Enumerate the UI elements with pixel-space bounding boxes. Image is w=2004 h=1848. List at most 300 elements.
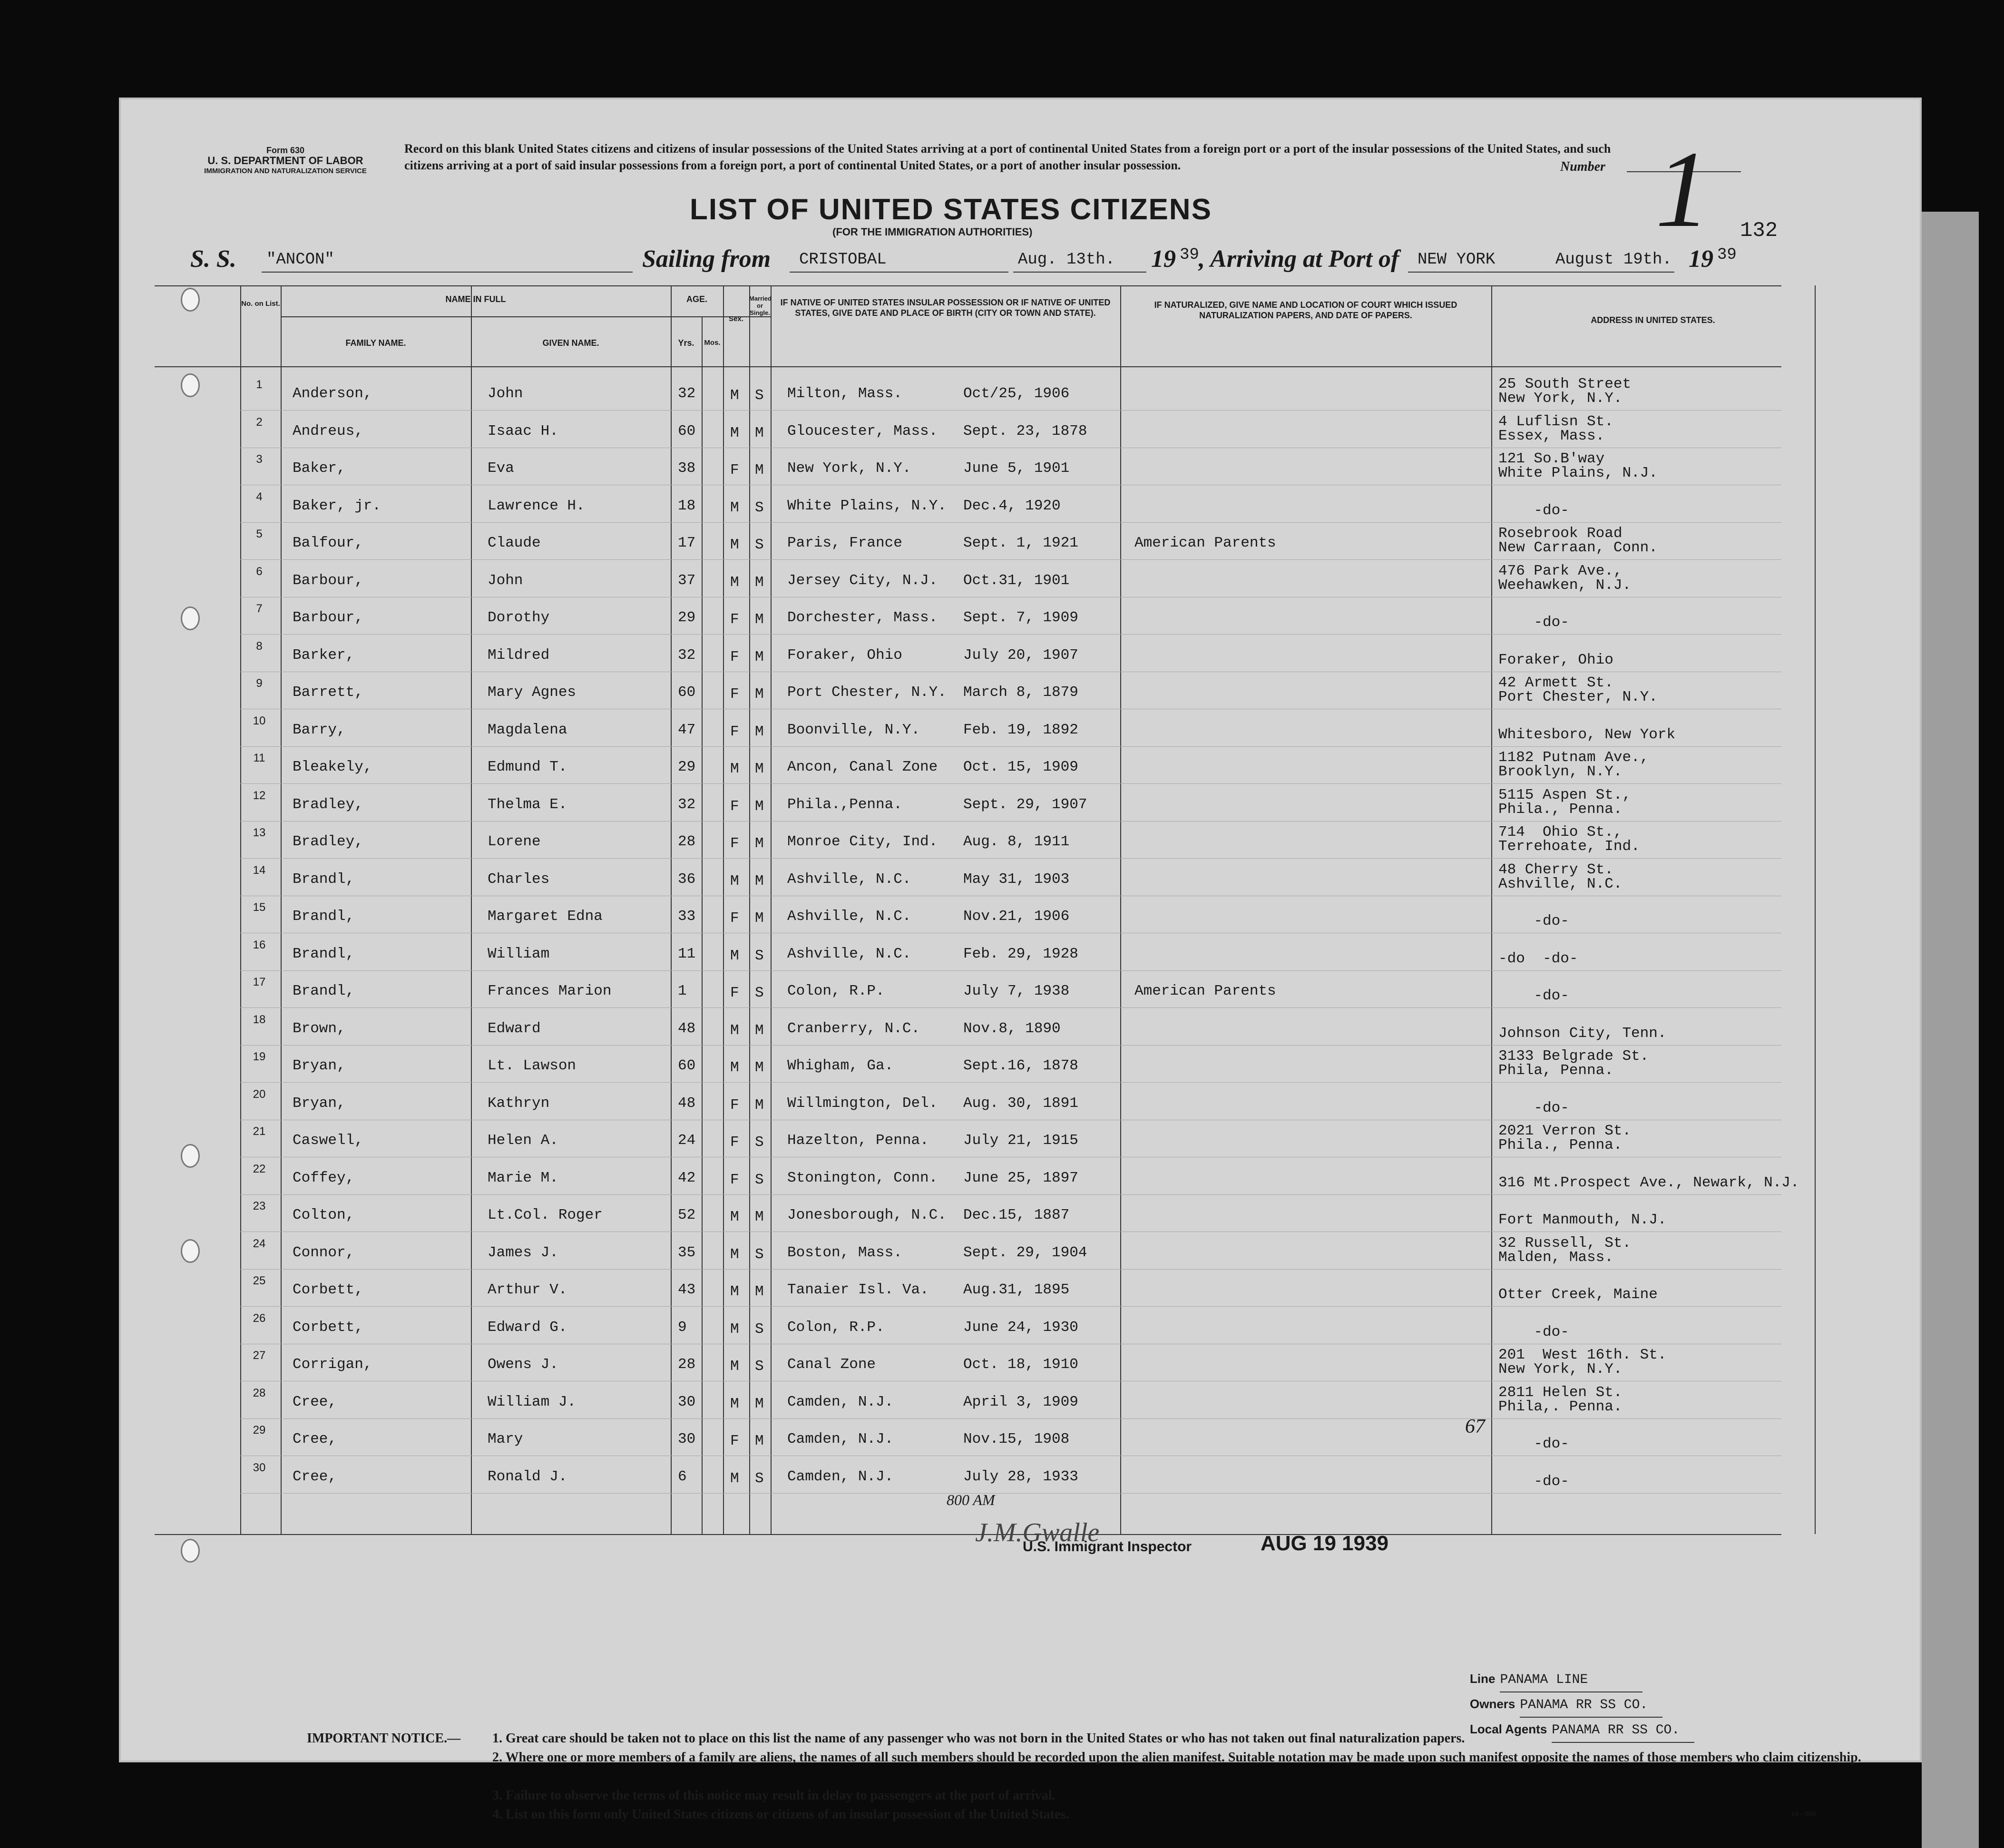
passenger-table <box>155 285 1799 1534</box>
birth-date: Sept. 1, 1921 <box>963 535 1078 551</box>
agents-value: PANAMA RR SS CO. <box>1552 1719 1694 1743</box>
birth-place: Jersey City, N.J. <box>787 572 938 589</box>
page-stamp: 132 <box>1740 219 1778 243</box>
row-number: 28 <box>253 1386 266 1399</box>
form-identifier <box>174 145 397 176</box>
age-years: 36 <box>678 870 696 888</box>
address-line-1: 4 Luflisn St. <box>1498 413 1613 430</box>
address-line-2: Brooklyn, N.Y. <box>1498 763 1623 780</box>
birth-place: Gloucester, Mass. <box>787 422 938 440</box>
name-subheader-rule <box>281 316 771 317</box>
sex: F <box>730 648 739 665</box>
age-years: 29 <box>678 759 696 775</box>
naturalization-note: American Parents <box>1134 983 1276 999</box>
ship-name: "ANCON" <box>266 251 334 269</box>
sex: M <box>730 1246 739 1263</box>
arrival-date: August 19th. <box>1555 251 1672 269</box>
family-name: Bleakely, <box>293 759 372 775</box>
address-line-1: 32 Russell, St. <box>1498 1234 1632 1252</box>
age-years: 6 <box>678 1468 687 1485</box>
age-years: 48 <box>678 1020 696 1037</box>
binder-hole <box>181 1539 200 1563</box>
age-years: 30 <box>678 1393 696 1410</box>
family-name: Corrigan, <box>293 1356 372 1373</box>
address-line-1: 2811 Helen St. <box>1498 1384 1623 1401</box>
marital-status: M <box>755 835 764 852</box>
manifest-page <box>119 98 1922 1822</box>
col-divider <box>723 285 724 1534</box>
row-number: 30 <box>253 1461 266 1474</box>
row-rule <box>240 1082 1781 1083</box>
table-top-border <box>155 285 1781 286</box>
given-name: Mary Agnes <box>488 684 577 701</box>
birth-place: Colon, R.P. <box>787 983 885 999</box>
address-line-1: Rosebrook Road <box>1498 525 1623 542</box>
family-name: Anderson, <box>293 385 372 402</box>
birth-date: June 25, 1897 <box>963 1169 1078 1186</box>
row-number: 5 <box>256 528 263 540</box>
birth-place: Ashville, N.C. <box>787 870 911 888</box>
notice-item-4: 4. List on this form only United States citizens or citizens of an insular possession of the United States. <box>492 1807 1069 1822</box>
birth-place: Milton, Mass. <box>787 385 902 402</box>
birth-date: July 7, 1938 <box>963 983 1070 999</box>
line-value: PANAMA LINE <box>1500 1669 1642 1692</box>
ship-underline <box>262 272 633 273</box>
address-line-1: Otter Creek, Maine <box>1498 1286 1658 1303</box>
given-name: Lt. Lawson <box>488 1057 577 1074</box>
year-prefix-2: 19 <box>1689 245 1713 273</box>
marital-status: S <box>755 499 764 516</box>
address-line-1: 2021 Verron St. <box>1498 1123 1632 1139</box>
marital-status: M <box>755 648 764 665</box>
notice-item-2: 2. Where one or more members of a family are aliens, the names of all such members should be recorded upon the alien manifest. Suitable notation may be made upon such manifest opposite the names of those members who claim citizenship. <box>492 1750 1861 1765</box>
sex: F <box>730 1096 739 1114</box>
age-years: 32 <box>678 796 696 813</box>
birth-date: Sept. 7, 1909 <box>963 609 1078 626</box>
notice-item-1: 1. Great care should be taken not to place on this list the name of any passenger who was not born in the United States or who has not taken out final naturalization papers. <box>492 1731 1465 1746</box>
given-name: Lorene <box>488 833 541 850</box>
row-number: 17 <box>253 976 266 988</box>
birth-date: Sept. 29, 1904 <box>963 1244 1087 1261</box>
birth-place: Canal Zone <box>787 1356 876 1373</box>
given-name: Lt.Col. Roger <box>488 1207 603 1223</box>
row-rule <box>240 746 1781 747</box>
row-number: 20 <box>253 1087 266 1101</box>
inspector-time-mark: 800 AM <box>947 1491 995 1508</box>
address-line-2: White Plains, N.J. <box>1498 465 1658 481</box>
birth-date: April 3, 1909 <box>963 1393 1078 1410</box>
address-line-1: -do- <box>1498 1099 1569 1116</box>
given-name: Edward <box>488 1020 541 1037</box>
marital-status: M <box>755 1209 764 1225</box>
birth-place: Colon, R.P. <box>787 1319 885 1336</box>
arrival-port: NEW YORK <box>1417 251 1496 269</box>
header-address: ADDRESS IN UNITED STATES. <box>1591 315 1715 325</box>
col-divider <box>281 285 282 1534</box>
family-name: Corbett, <box>293 1281 363 1298</box>
address-line-2: Essex, Mass. <box>1498 427 1605 444</box>
address-line-1: 3133 Belgrade St. <box>1498 1048 1649 1065</box>
address-line-2: Ashville, N.C. <box>1498 875 1623 892</box>
family-name: Baker, jr. <box>293 497 381 514</box>
sex: F <box>730 611 739 628</box>
marital-status: M <box>755 798 764 815</box>
sex: F <box>730 1171 739 1188</box>
birth-place: Ashville, N.C. <box>787 908 911 925</box>
address-line-1: -do- <box>1498 614 1569 631</box>
row-number: 21 <box>253 1125 266 1138</box>
age-years: 28 <box>678 833 696 850</box>
given-name: William <box>488 945 550 962</box>
birth-place: Stonington, Conn. <box>787 1169 938 1186</box>
address-line-2: Port Chester, N.Y. <box>1498 689 1658 705</box>
row-number: 10 <box>253 714 266 727</box>
sex: M <box>730 1395 739 1412</box>
header-no: No. on List. <box>241 300 280 308</box>
age-years: 35 <box>678 1244 696 1261</box>
sex: F <box>730 1433 739 1449</box>
sex: M <box>730 574 739 591</box>
row-number: 1 <box>256 378 263 391</box>
sex: M <box>730 947 739 964</box>
family-name: Coffey, <box>293 1169 355 1186</box>
given-name: Marie M. <box>488 1169 558 1186</box>
row-rule <box>240 1306 1781 1307</box>
family-name: Caswell, <box>293 1132 363 1149</box>
arrival-year: 39 <box>1717 246 1737 264</box>
given-name: Dorothy <box>488 609 550 626</box>
header-age: AGE. <box>686 294 707 304</box>
family-name: Barrett, <box>293 684 363 701</box>
birth-date: Feb. 29, 1928 <box>963 945 1078 962</box>
birth-place: Paris, France <box>787 535 902 551</box>
birth-place: Willmington, Del. <box>787 1095 938 1112</box>
marital-status: M <box>755 686 764 703</box>
row-number: 9 <box>256 677 263 690</box>
age-years: 43 <box>678 1281 696 1298</box>
page-edge <box>1922 212 1979 1848</box>
given-name: Magdalena <box>488 721 567 738</box>
birth-date: Aug.31, 1895 <box>963 1281 1070 1298</box>
given-name: Frances Marion <box>488 983 612 999</box>
owners-label: Owners <box>1470 1697 1515 1711</box>
header-years: Yrs. <box>678 338 694 348</box>
family-name: Brandl, <box>293 908 355 925</box>
margin-note: 67 <box>1465 1416 1485 1437</box>
marital-status: S <box>755 537 764 553</box>
date-underline <box>1013 272 1146 273</box>
page-subtitle: (FOR THE IMMIGRATION AUTHORITIES) <box>832 226 1033 238</box>
given-name: John <box>488 385 523 402</box>
address-line-1: 1182 Putnam Ave., <box>1498 749 1649 766</box>
row-number: 11 <box>253 752 265 764</box>
family-name: Baker, <box>293 460 346 477</box>
family-name: Brandl, <box>293 983 355 999</box>
header-bottom-border <box>155 366 1781 367</box>
sex: F <box>730 462 739 479</box>
row-number: 7 <box>256 602 263 615</box>
owners-value: PANAMA RR SS CO. <box>1520 1694 1662 1718</box>
address-line-2: Weehawken, N.J. <box>1498 577 1632 594</box>
marital-status: M <box>755 723 764 740</box>
header-name-in-full: NAME IN FULL <box>445 294 506 304</box>
birth-place: Ashville, N.C. <box>787 945 911 962</box>
given-name: Lawrence H. <box>488 497 585 514</box>
row-number: 19 <box>253 1050 266 1063</box>
header-sex: Sex. <box>729 315 743 323</box>
row-number: 26 <box>253 1311 266 1325</box>
age-years: 32 <box>678 646 696 664</box>
given-name: Ronald J. <box>488 1468 567 1485</box>
age-years: 42 <box>678 1169 696 1186</box>
birth-place: Boston, Mass. <box>787 1244 902 1261</box>
header-family-name: FAMILY NAME. <box>345 338 406 348</box>
family-name: Barbour, <box>293 572 363 589</box>
marital-status: S <box>755 1246 764 1263</box>
family-name: Balfour, <box>293 535 363 551</box>
birth-place: Camden, N.J. <box>787 1393 894 1410</box>
given-name: Kathryn <box>488 1095 550 1112</box>
owners-row <box>1470 1692 1694 1718</box>
birth-place: Ancon, Canal Zone <box>787 759 938 775</box>
marital-status: S <box>755 1320 764 1338</box>
col-divider <box>1120 285 1121 1534</box>
given-name: Charles <box>488 870 550 888</box>
family-name: Corbett, <box>293 1319 363 1336</box>
address-line-2: Phila., Penna. <box>1498 801 1623 818</box>
row-number: 25 <box>253 1274 266 1287</box>
marital-status: M <box>755 611 764 628</box>
line-label: Line <box>1470 1672 1496 1686</box>
row-number: 23 <box>253 1200 266 1212</box>
age-years: 30 <box>678 1431 696 1447</box>
marital-status: M <box>755 872 764 890</box>
row-number: 3 <box>256 453 263 466</box>
family-name: Brandl, <box>293 870 355 888</box>
age-years: 38 <box>678 460 696 477</box>
birth-place: Cranberry, N.C. <box>787 1020 920 1037</box>
year-prefix: 19 <box>1151 245 1176 273</box>
col-divider <box>1815 285 1816 1534</box>
given-name: Mary <box>488 1431 523 1447</box>
birth-date: Aug. 8, 1911 <box>963 833 1070 850</box>
family-name: Bradley, <box>293 833 363 850</box>
address-line-1: 201 West 16th. St. <box>1498 1347 1667 1363</box>
sex: M <box>730 387 739 404</box>
address-line-2: Phila., Penna. <box>1498 1137 1623 1154</box>
sex: M <box>730 424 739 441</box>
given-name: James J. <box>488 1244 558 1261</box>
address-line-1: -do- <box>1498 502 1569 519</box>
voyage-line <box>190 245 1855 278</box>
given-name: Isaac H. <box>488 422 558 440</box>
family-name: Barker, <box>293 646 355 664</box>
sex: F <box>730 835 739 852</box>
birth-date: Oct. 18, 1910 <box>963 1356 1078 1373</box>
birth-date: June 24, 1930 <box>963 1319 1078 1336</box>
birth-place: Whigham, Ga. <box>787 1057 894 1074</box>
marital-status: S <box>755 1134 764 1151</box>
family-name: Bradley, <box>293 796 363 813</box>
address-line-2: Terrehoate, Ind. <box>1498 838 1640 855</box>
address-line-1: 476 Park Ave., <box>1498 562 1623 579</box>
col-divider <box>749 285 750 1534</box>
sex: M <box>730 1022 739 1039</box>
birth-place: New York, N.Y. <box>787 460 911 477</box>
form-number: Form 630 <box>266 146 305 155</box>
family-name: Brown, <box>293 1020 346 1037</box>
line-row <box>1470 1667 1694 1692</box>
form-print-code: 14—906 <box>1791 1810 1816 1818</box>
inspection-stamp-date: AUG 19 1939 <box>1261 1532 1389 1555</box>
birth-date: May 31, 1903 <box>963 870 1070 888</box>
department-name: U. S. DEPARTMENT OF LABOR <box>207 155 363 166</box>
age-years: 17 <box>678 535 696 551</box>
birth-date: Nov.15, 1908 <box>963 1431 1070 1447</box>
row-rule <box>240 410 1781 411</box>
marital-status: M <box>755 574 764 591</box>
family-name: Colton, <box>293 1207 355 1223</box>
age-years: 52 <box>678 1207 696 1223</box>
address-line-1: Johnson City, Tenn. <box>1498 1025 1667 1042</box>
family-name: Brandl, <box>293 945 355 962</box>
row-number: 15 <box>253 901 266 914</box>
sex: M <box>730 1358 739 1375</box>
age-years: 37 <box>678 572 696 589</box>
agents-label: Local Agents <box>1470 1722 1547 1736</box>
sailing-year: 39 <box>1180 246 1199 264</box>
row-number: 27 <box>253 1349 266 1362</box>
row-number: 6 <box>256 565 263 578</box>
family-name: Bryan, <box>293 1095 346 1112</box>
port-underline <box>790 272 1008 273</box>
marital-status: M <box>755 1395 764 1412</box>
family-name: Cree, <box>293 1431 337 1447</box>
number-label: Number <box>1560 159 1605 174</box>
given-name: Edward G. <box>488 1319 567 1336</box>
header-months: Mos. <box>704 339 721 347</box>
birth-place: Phila.,Penna. <box>787 796 902 813</box>
address-line-2: New York, N.Y. <box>1498 1361 1623 1378</box>
birth-date: Oct.31, 1901 <box>963 572 1070 589</box>
birth-date: June 5, 1901 <box>963 460 1070 477</box>
row-number: 13 <box>253 826 266 839</box>
marital-status: S <box>755 1470 764 1487</box>
header-given-name: GIVEN NAME. <box>542 338 599 348</box>
marital-status: M <box>755 1433 764 1449</box>
address-line-1: -do- <box>1498 1473 1569 1490</box>
header-naturalized: IF NATURALIZED, GIVE NAME AND LOCATION OF COURT WHICH ISSUED NATURALIZATION PAPERS, AND DATE OF PAPERS. <box>1154 300 1457 320</box>
address-line-1: 316 Mt.Prospect Ave., Newark, N.J. <box>1498 1174 1799 1191</box>
marital-status: S <box>755 387 764 404</box>
row-number: 22 <box>253 1162 266 1175</box>
col-divider <box>240 285 241 1534</box>
sex: M <box>730 1059 739 1076</box>
age-years: 29 <box>678 609 696 626</box>
age-years: 24 <box>678 1132 696 1149</box>
address-line-1: 5115 Aspen St., <box>1498 786 1632 803</box>
marital-status: M <box>755 1059 764 1076</box>
ss-label: S. S. <box>190 245 236 273</box>
family-name: Andreus, <box>293 422 363 440</box>
address-line-1: 25 South Street <box>1498 376 1632 392</box>
age-years: 33 <box>678 908 696 925</box>
marital-status: M <box>755 1283 764 1300</box>
sex: F <box>730 910 739 927</box>
sex: M <box>730 1209 739 1225</box>
marital-status: M <box>755 1022 764 1039</box>
age-years: 48 <box>678 1095 696 1112</box>
marital-status: M <box>755 761 764 777</box>
birth-place: Port Chester, N.Y. <box>787 684 947 701</box>
age-years: 47 <box>678 721 696 738</box>
row-rule <box>240 1418 1781 1419</box>
row-rule <box>240 1045 1781 1046</box>
birth-place: Camden, N.J. <box>787 1431 894 1447</box>
list-number: 1 <box>1655 128 1710 250</box>
sex: M <box>730 499 739 516</box>
age-years: 1 <box>678 983 687 999</box>
notice-item-3: 3. Failure to observe the terms of this notice may result in delay to passengers at the port of arrival. <box>492 1788 1056 1803</box>
col-divider <box>471 285 472 1534</box>
birth-date: Feb. 19, 1892 <box>963 721 1078 738</box>
address-line-1: Whitesboro, New York <box>1498 726 1676 743</box>
given-name: Arthur V. <box>488 1281 567 1298</box>
birth-place: Foraker, Ohio <box>787 646 902 664</box>
age-years: 60 <box>678 684 696 701</box>
address-line-1: -do- <box>1498 1436 1569 1452</box>
birth-date: Aug. 30, 1891 <box>963 1095 1078 1112</box>
sailing-date: Aug. 13th. <box>1018 251 1115 269</box>
family-name: Barbour, <box>293 609 363 626</box>
birth-date: Sept. 23, 1878 <box>963 422 1087 440</box>
age-years: 11 <box>678 945 696 962</box>
row-number: 14 <box>253 863 266 877</box>
address-line-1: -do- <box>1498 988 1569 1004</box>
sex: M <box>730 1470 739 1487</box>
row-rule <box>240 1007 1781 1008</box>
address-line-2: Phila,. Penna. <box>1498 1398 1623 1415</box>
header-birth: IF NATIVE OF UNITED STATES INSULAR POSSESSION OR IF NATIVE OF UNITED STATES, GIVE DATE AND PLACE OF BIRTH (CITY OR TOWN AND STATE). <box>780 298 1111 318</box>
birth-place: Hazelton, Penna. <box>787 1132 929 1149</box>
sex: M <box>730 1283 739 1300</box>
sex: M <box>730 872 739 890</box>
birth-date: March 8, 1879 <box>963 684 1078 701</box>
row-number: 16 <box>253 938 266 951</box>
sex: M <box>730 1320 739 1338</box>
header-married-single: Married or Single. <box>749 295 772 316</box>
marital-status: S <box>755 1171 764 1188</box>
birth-date: Oct/25, 1906 <box>963 385 1070 402</box>
family-name: Cree, <box>293 1393 337 1410</box>
age-years: 60 <box>678 1057 696 1074</box>
marital-status: S <box>755 947 764 964</box>
birth-date: July 28, 1933 <box>963 1468 1078 1485</box>
col-divider <box>771 285 772 1534</box>
record-instructions: Record on this blank United States citizens and citizens of insular possessions of the United States arriving at a port of continental United States from a foreign port or a port of the insular possessions of the United States, and such citizens arriving at a port of said insular possessions from a foreign port, a port of continental United States, or a port of another insular possession. <box>404 142 1611 172</box>
sex: F <box>730 985 739 1001</box>
birth-date: Nov.8, 1890 <box>963 1020 1061 1037</box>
address-line-1: -do- <box>1498 913 1569 929</box>
table-bottom-border <box>155 1534 1781 1535</box>
marital-status: S <box>755 985 764 1001</box>
sex: F <box>730 686 739 703</box>
age-years: 60 <box>678 422 696 440</box>
given-name: Thelma E. <box>488 796 567 813</box>
arriving-label: , Arriving at Port of <box>1199 245 1399 273</box>
birth-place: Camden, N.J. <box>787 1468 894 1485</box>
birth-date: Dec.4, 1920 <box>963 497 1061 514</box>
